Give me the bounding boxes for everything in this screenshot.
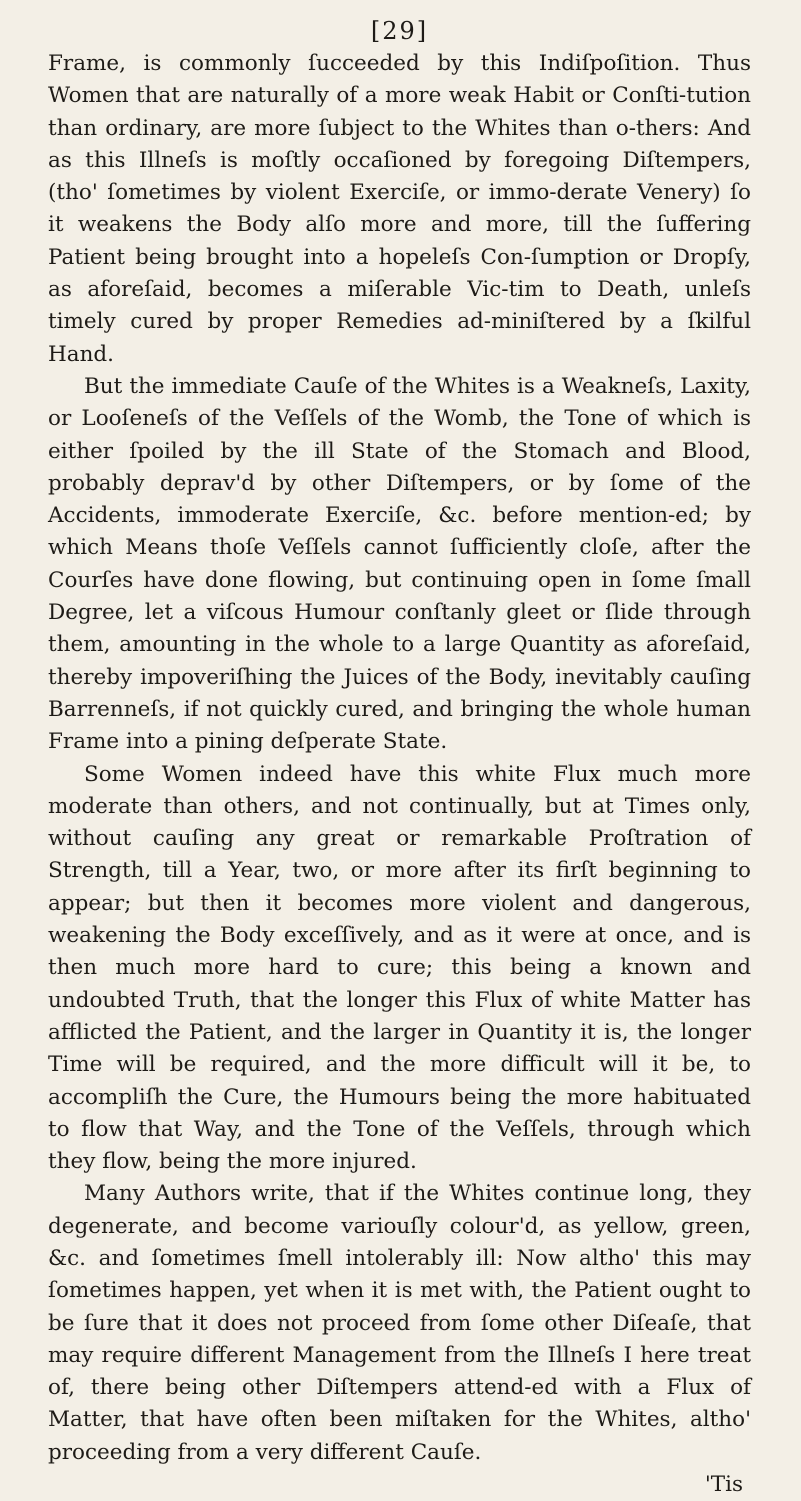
catchword: 'Tis (704, 1472, 743, 1498)
paragraph-1: Frame, is commonly ſucceeded by this Indiſpoſition. Thus Women that are naturally of a more weak Habit or Conſti-tution than ordinary, are more ſubject to the Whites than o-thers: And as this Illneſs is moſtly occaſioned by foregoing Diſtempers, (tho' ſometimes by violent Exerciſe, or immo-derate Venery) ſo it weakens the Body alſo more and more, till the ſuffering Patient being brought into a hopeleſs Con-ſumption or Dropſy, as aforeſaid, becomes a miſerable Vic-tim to Death, unleſs timely cured by proper Remedies ad-miniſtered by a ſkilful Hand. (48, 51, 751, 367)
paragraph-2: But the immediate Cauſe of the Whites is a Weakneſs, Laxity, or Looſeneſs of the Veſſels of the Womb, the Tone of which is either ſpoiled by the ill State of the Stomach and Blood, probably deprav'd by other Diſtempers, or by ſome of the Accidents, immoderate Exerciſe, &c. before mention-ed; by which Means thoſe Veſſels cannot ſufficiently cloſe, after the Courſes have done flowing, but continuing open in ſome ſmall Degree, let a viſcous Humour conſtanly gleet or ſlide through them, amounting in the whole to a large Quantity as aforeſaid, thereby impoveriſhing the Juices of the Body, inevitably cauſing Barrenneſs, if not quickly cured, and bringing the whole human Frame into a pining deſperate State. (48, 373, 751, 755)
page-number: [29] (370, 17, 429, 45)
body-text (48, 48, 751, 1469)
paragraph-4: Many Authors write, that if the Whites continue long, they degenerate, and become variouſly colour'd, as yellow, green, &c. and ſometimes ſmell intolerably ill: Now altho' this may ſometimes happen, yet when it is met with, the Patient ought to be ſure that it does not proceed from ſome other Diſeaſe, that may require different Management from the Illneſs I here treat of, there being other Diſtempers attend-ed with a Flux of Matter, that have often been miſtaken for the Whites, altho' proceeding from a very different Cauſe. (48, 1181, 751, 1465)
paragraph-3: Some Women indeed have this white Flux much more moderate than others, and not continually, but at Times only, without cauſing any great or remarkable Proſtration of Strength, till a Year, two, or more after its firſt beginning to appear; but then it becomes more violent and dangerous, weakening the Body exceſſively, and as it were at once, and is then much more hard to cure; this being a known and undoubted Truth, that the longer this Flux of white Matter has afflicted the Patient, and the larger in Quantity it is, the longer Time will be required, and the more difficult will it be, to accompliſh the Cure, the Humours being the more habituated to flow that Way, and the Tone of the Veſſels, through which they flow, being the more injured. (48, 761, 751, 1175)
